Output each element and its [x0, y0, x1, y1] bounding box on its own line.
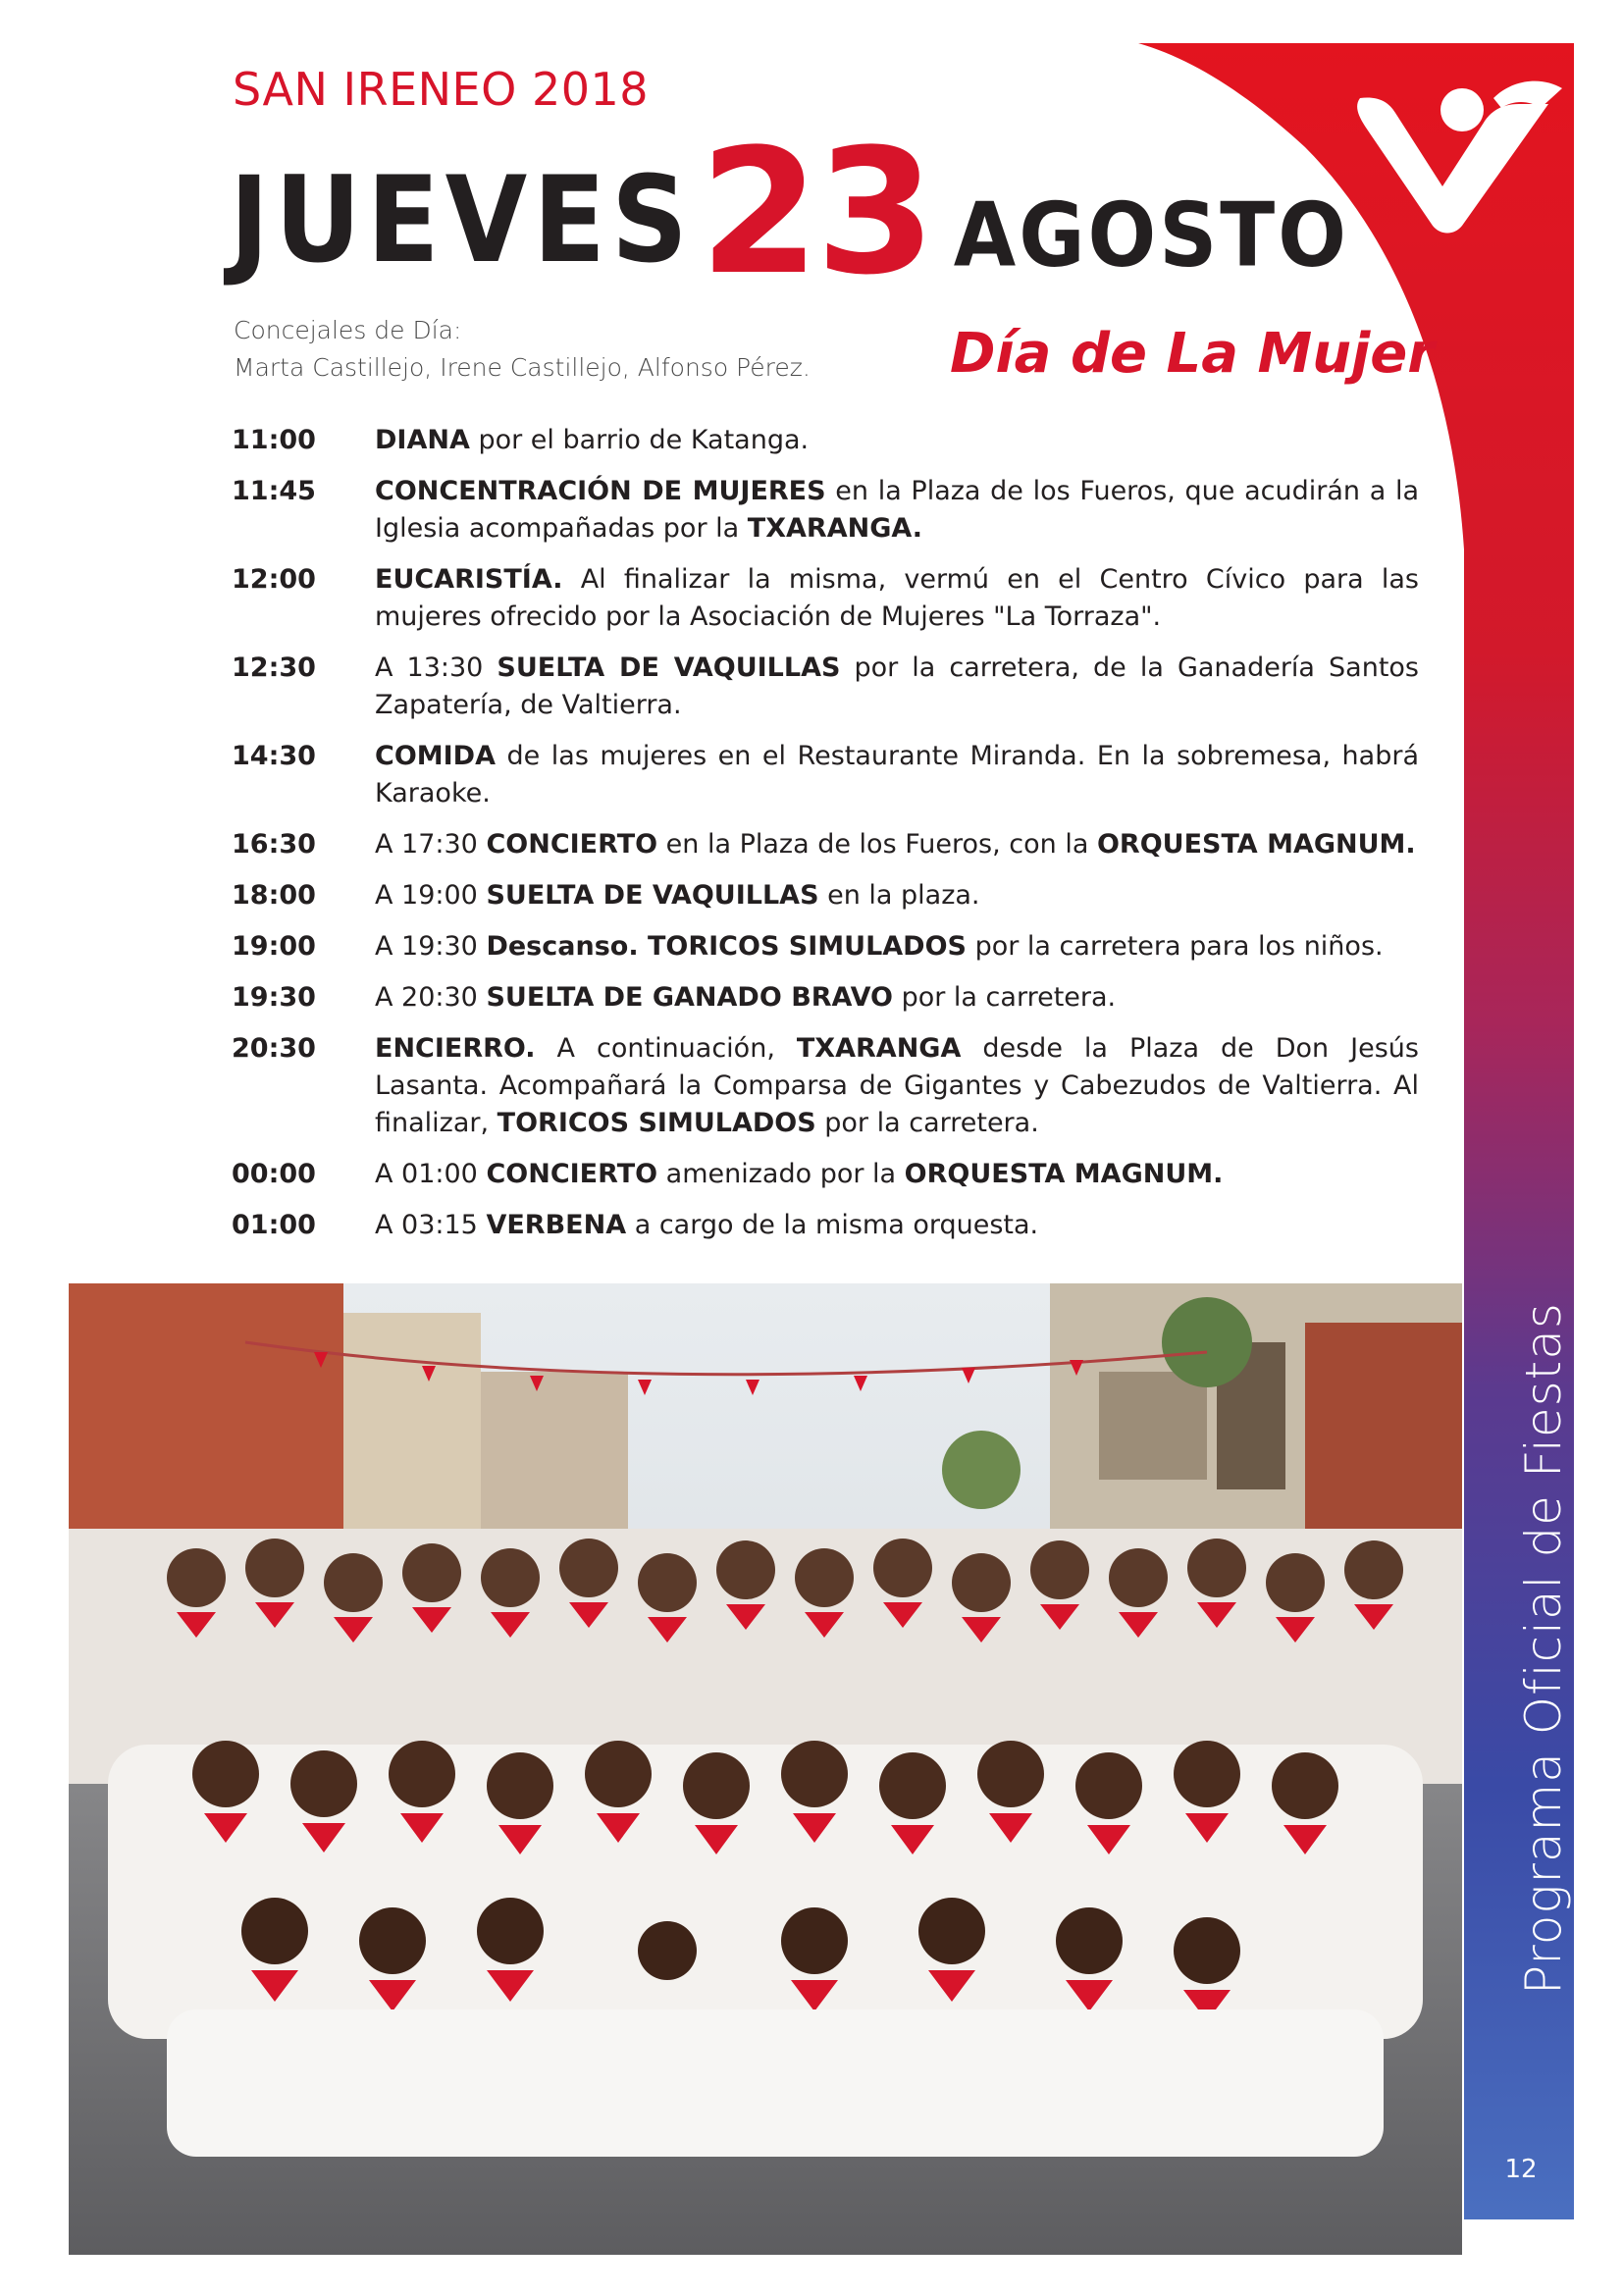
officials-block — [234, 312, 811, 387]
schedule-text: A 01:00 — [375, 1159, 487, 1189]
schedule-text: por la carretera para los niños. — [967, 931, 1384, 962]
schedule-time: 11:00 — [232, 425, 316, 455]
event-kicker: SAN IRENEO 2018 — [233, 63, 650, 116]
date-headline — [230, 111, 1349, 313]
schedule-text: A 20:30 — [375, 982, 487, 1013]
schedule-text: por la carretera, de la Ganadería Santos Zapatería, de Valtierra. — [375, 652, 1419, 720]
schedule-text: A 13:30 — [375, 652, 497, 683]
schedule-list — [232, 422, 1419, 1258]
schedule-highlight: CONCIERTO — [486, 1159, 658, 1189]
schedule-highlight: TXARANGA. — [747, 513, 923, 544]
officials-label: Concejales de Día: — [234, 316, 462, 344]
schedule-description — [375, 1156, 1419, 1193]
schedule-text: en la Plaza de los Fueros, que acudirán a la Iglesia acompañadas por la — [375, 476, 1419, 544]
schedule-time: 12:00 — [232, 564, 316, 595]
schedule-row — [232, 561, 1419, 636]
schedule-highlight: CONCENTRACIÓN DE MUJERES — [375, 476, 826, 506]
schedule-highlight: SUELTA DE GANADO BRAVO — [486, 982, 893, 1013]
schedule-description — [375, 928, 1419, 965]
schedule-highlight: ENCIERRO. — [375, 1033, 536, 1064]
schedule-text: a cargo de la misma orquesta. — [626, 1210, 1039, 1240]
schedule-row — [232, 1156, 1419, 1193]
schedule-description — [375, 738, 1419, 812]
schedule-time: 12:30 — [232, 652, 316, 683]
side-label — [1464, 1158, 1623, 2139]
schedule-row — [232, 422, 1419, 459]
schedule-description — [375, 422, 1419, 459]
schedule-time: 19:30 — [232, 982, 316, 1013]
schedule-description — [375, 979, 1419, 1017]
schedule-row — [232, 1030, 1419, 1142]
side-label-text: Programa Oficial de Fiestas — [1515, 1302, 1572, 1995]
schedule-time: 11:45 — [232, 476, 316, 506]
schedule-text: Al finalizar la misma, vermú en el Centro Cívico para las mujeres ofrecido por la Asociación de Mujeres "La Torraza". — [375, 564, 1419, 632]
schedule-description — [375, 561, 1419, 636]
schedule-row — [232, 928, 1419, 965]
day-number: 23 — [699, 111, 932, 313]
schedule-highlight: COMIDA — [375, 741, 496, 771]
schedule-time: 14:30 — [232, 741, 316, 771]
schedule-highlight: TXARANGA — [796, 1033, 962, 1064]
schedule-highlight: SUELTA DE VAQUILLAS — [497, 652, 841, 683]
schedule-text: por la carretera. — [815, 1108, 1039, 1138]
page-number: 12 — [1504, 2155, 1538, 2184]
schedule-row — [232, 826, 1419, 863]
schedule-time: 18:00 — [232, 880, 316, 911]
schedule-text: en la Plaza de los Fueros, con la — [657, 829, 1097, 860]
schedule-highlight: TORICOS SIMULADOS — [497, 1108, 816, 1138]
schedule-highlight: VERBENA — [486, 1210, 627, 1240]
schedule-text: A continuación, — [535, 1033, 797, 1064]
schedule-highlight: CONCIERTO — [486, 829, 658, 860]
schedule-highlight: ORQUESTA MAGNUM. — [904, 1159, 1224, 1189]
schedule-text: A 17:30 — [375, 829, 487, 860]
schedule-highlight: Descanso. TORICOS SIMULADOS — [486, 931, 967, 962]
logo-icon — [1346, 69, 1572, 235]
schedule-row — [232, 738, 1419, 812]
schedule-text: desde la Plaza de Don Jesús Lasanta. Acompañará la Comparsa de Gigantes y Cabezudos de Valtierra. Al finalizar, — [375, 1033, 1419, 1138]
schedule-text: A 03:15 — [375, 1210, 487, 1240]
schedule-time: 01:00 — [232, 1210, 316, 1240]
schedule-row — [232, 473, 1419, 548]
schedule-description — [375, 1030, 1419, 1142]
schedule-highlight: DIANA — [375, 425, 470, 455]
schedule-text: por el barrio de Katanga. — [469, 425, 810, 455]
schedule-description — [375, 650, 1419, 724]
schedule-description — [375, 1207, 1419, 1244]
schedule-time: 20:30 — [232, 1033, 316, 1064]
weekday: JUEVES — [230, 151, 694, 289]
schedule-text: en la plaza. — [818, 880, 980, 911]
schedule-text: amenizado por la — [657, 1159, 905, 1189]
schedule-row — [232, 650, 1419, 724]
schedule-text: por la carretera. — [893, 982, 1117, 1013]
schedule-description — [375, 877, 1419, 914]
day-theme: Día de La Mujer — [950, 322, 1435, 386]
schedule-row — [232, 877, 1419, 914]
schedule-description — [375, 826, 1419, 863]
schedule-row — [232, 1207, 1419, 1244]
officials-names: Marta Castillejo, Irene Castillejo, Alfonso Pérez. — [234, 353, 811, 382]
schedule-time: 00:00 — [232, 1159, 316, 1189]
month: AGOSTO — [953, 184, 1349, 287]
schedule-highlight: ORQUESTA MAGNUM. — [1096, 829, 1416, 860]
schedule-highlight: SUELTA DE VAQUILLAS — [486, 880, 819, 911]
schedule-highlight: EUCARISTÍA. — [375, 564, 563, 595]
schedule-text: de las mujeres en el Restaurante Miranda. En la sobremesa, habrá Karaoke. — [375, 741, 1419, 809]
schedule-time: 19:00 — [232, 931, 316, 962]
group-photo-image — [69, 1283, 1462, 2255]
schedule-row — [232, 979, 1419, 1017]
schedule-text: A 19:00 — [375, 880, 487, 911]
schedule-time: 16:30 — [232, 829, 316, 860]
group-photo — [69, 1283, 1462, 2255]
schedule-description — [375, 473, 1419, 548]
schedule-text: A 19:30 — [375, 931, 487, 962]
